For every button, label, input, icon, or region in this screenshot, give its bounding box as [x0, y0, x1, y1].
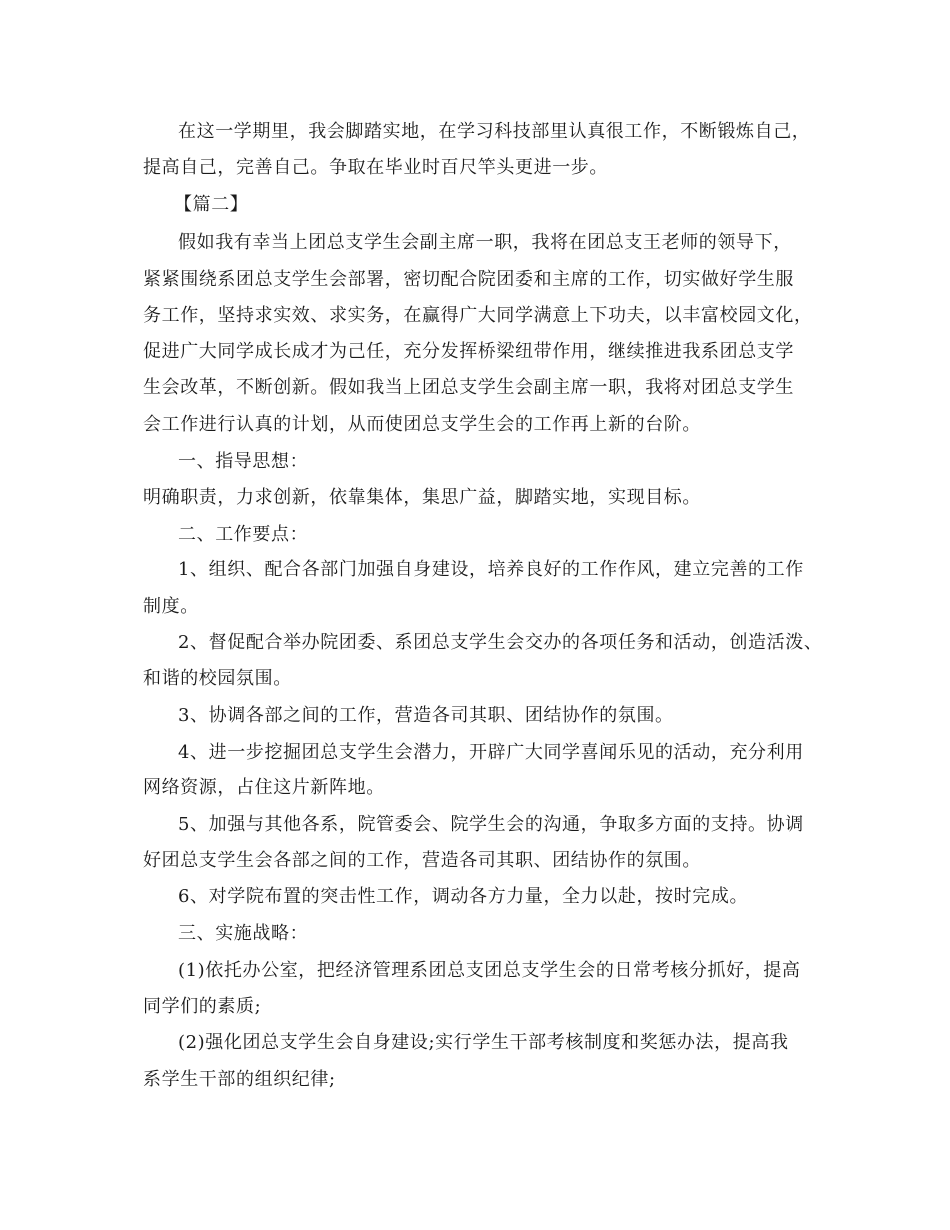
- text-line: 会工作进行认真的计划，从而使团总支学生会的工作再上新的台阶。: [143, 414, 701, 435]
- list-item-text: 同学们的素质;: [143, 996, 262, 1017]
- list-item-text: 2、督促配合举办院团委、系团总支学生会交办的各项任务和活动，创造活泼、: [178, 632, 823, 653]
- list-item-text: 5、加强与其他各系，院管委会、院学生会的沟通，争取多方面的支持。协调: [178, 814, 804, 835]
- list-item-text: 4、进一步挖掘团总支学生会潜力，开辟广大同学喜闻乐见的活动，充分利用: [178, 742, 804, 763]
- list-item-text: 6、对学院布置的突击性工作，调动各方力量，全力以赴，按时完成。: [178, 886, 749, 907]
- list-item-text: 系学生干部的组织纪律;: [143, 1069, 336, 1090]
- text-line: 务工作，坚持求实效、求实务，在赢得广大同学满意上下功夫，以丰富校园文化，: [143, 305, 813, 326]
- text-line: 假如我有幸当上团总支学生会副主席一职，我将在团总支王老师的领导下，: [178, 232, 792, 253]
- list-item-text: (1)依托办公室，把经济管理系团总支团总支学生会的日常考核分抓好，提高: [178, 960, 801, 981]
- text-line: 促进广大同学成长成才为己任，充分发挥桥梁纽带作用，继续推进我系团总支学: [143, 341, 794, 362]
- list-item-text: 3、协调各部之间的工作，营造各司其职、团结协作的氛围。: [178, 705, 674, 726]
- text-line: 在这一学期里，我会脚踏实地，在学习科技部里认真很工作，不断锻炼自己，: [178, 121, 811, 142]
- list-item-text: 1、组织、配合各部门加强自身建设，培养良好的工作作风，建立完善的工作: [178, 559, 804, 580]
- section-heading: 一、指导思想：: [178, 451, 309, 472]
- text-line: 提高自己，完善自己。争取在毕业时百尺竿头更进一步。: [143, 157, 608, 178]
- list-item-text: 和谐的校园氛围。: [143, 668, 292, 689]
- list-item-text: 好团总支学生会各部之间的工作，营造各司其职、团结协作的氛围。: [143, 850, 701, 871]
- text-line: 生会改革，不断创新。假如我当上团总支学生会副主席一职，我将对团总支学生: [143, 377, 794, 398]
- section-heading: 二、工作要点：: [178, 524, 309, 545]
- list-item-text: 网络资源，占住这片新阵地。: [143, 777, 385, 798]
- list-item-text: 制度。: [143, 596, 199, 617]
- section-heading: 三、实施战略：: [178, 923, 309, 944]
- text-line: 明确职责，力求创新，依靠集体，集思广益，脚踏实地，实现目标。: [143, 487, 701, 508]
- text-line: 紧紧围绕系团总支学生会部署，密切配合院团委和主席的工作，切实做好学生服: [143, 269, 794, 290]
- section-heading: 【篇二】: [174, 194, 249, 215]
- list-item-text: (2)强化团总支学生会自身建设;实行学生干部考核制度和奖惩办法，提高我: [178, 1032, 789, 1053]
